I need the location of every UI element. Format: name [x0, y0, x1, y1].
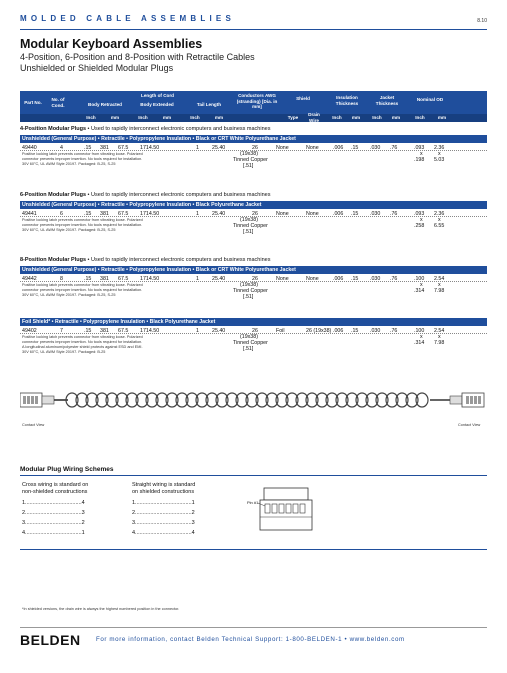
- col-shield: Shield: [296, 96, 310, 101]
- cell-br-mm: 381: [100, 145, 109, 151]
- contact-view-label-right: Contact View: [458, 423, 481, 427]
- cell-od-in-2: .258: [414, 223, 425, 229]
- cell-od-in-1: .093: [414, 145, 425, 151]
- cell-tl-in: 1: [196, 145, 199, 151]
- cell-diameter: [.51]: [243, 346, 254, 352]
- cell-od-mm-1: 2.36: [434, 145, 445, 151]
- product-note: connector prevents improper insertion. No tools required for installation.: [22, 288, 143, 292]
- cell-jk-mm: .76: [390, 328, 398, 334]
- cell-type: None: [276, 145, 289, 151]
- col-tail-length: Tail Length: [196, 102, 222, 107]
- cell-conductor: Tinned Copper: [233, 340, 268, 346]
- unit-mm: mm: [162, 115, 172, 120]
- cross-line: 2.....................................3: [22, 510, 85, 516]
- cell-awg: 26: [252, 145, 258, 151]
- modular-plug-diagram-icon: [258, 486, 316, 534]
- cell-jk-in: .030: [370, 211, 381, 217]
- cell-be-in: 67.5: [118, 145, 129, 151]
- cell-conductor: Tinned Copper: [233, 223, 268, 229]
- cell-drain: None: [306, 145, 319, 151]
- cross-wiring-note-2: non-shielded constructions: [22, 489, 88, 495]
- cell-od-mm-2: 7.98: [434, 340, 445, 346]
- cell-be-in: 67.5: [118, 328, 129, 334]
- construction-bar: Unshielded (General Purpose) • Retractile • Polypropylene Insulation • Black Polyurethane Jacket: [20, 201, 487, 209]
- cell-drain: None: [306, 276, 319, 282]
- cell-conductor: Tinned Copper: [233, 157, 268, 163]
- cell-be-mm: 1714.50: [140, 328, 160, 334]
- cell-od-x: x: [438, 217, 441, 223]
- cell-ins-mm: .15: [351, 328, 359, 334]
- product-note: connector prevents improper insertion. No tools required for installation.: [22, 223, 143, 227]
- cell-br-mm: 381: [100, 328, 109, 334]
- col-jacket-thickness: Jacket Thickness: [375, 95, 399, 106]
- section-heading-text: • Used to rapidly interconnect electronic computers and business machines: [86, 192, 271, 198]
- col-length-of-cord: Length of Cord: [141, 93, 174, 98]
- product-note: connector prevents improper insertion. No tools required for installation.: [22, 340, 143, 344]
- cell-od-mm-1: 2.36: [434, 211, 445, 217]
- cell-part: 49441: [22, 211, 37, 217]
- product-note: connector prevents improper insertion. No tools required for installation.: [22, 157, 143, 161]
- cell-br-in: .15: [84, 145, 92, 151]
- cell-jk-mm: .76: [390, 211, 398, 217]
- unit-inch: Inch: [138, 115, 148, 120]
- construction-bar: Unshielded (General Purpose) • Retractile • Polypropylene Insulation • Black or CRT White Polyurethane Jacket: [20, 266, 487, 274]
- cell-ins-in: .006: [333, 276, 344, 282]
- product-note: 30V 60°C, UL AWM Style 20197. Packaged: B-25: [22, 350, 106, 354]
- cell-stranding: (19x38): [240, 217, 258, 223]
- page-subtitle-2: Unshielded or Shielded Modular Plugs: [20, 63, 174, 73]
- cell-cond: 4: [60, 145, 63, 151]
- cross-line: 1.....................................4: [22, 500, 85, 506]
- header-rule: [20, 29, 487, 30]
- straight-line: 1.....................................1: [132, 500, 195, 506]
- col-body-extended: Body Extended: [140, 102, 174, 107]
- cell-cond: 6: [60, 211, 63, 217]
- cell-ins-in: .006: [333, 328, 344, 334]
- page-number: 8.10: [477, 18, 487, 24]
- cell-diameter: [.51]: [243, 294, 254, 300]
- product-note: A longitudinal aluminum/polyester shield protects against ESD and EMI.: [22, 345, 143, 349]
- col-conductors: Conductors AWG (stranding) [Dia. in mm]: [236, 93, 278, 109]
- cell-od-in-2: .198: [414, 157, 425, 163]
- col-drain-wire: Drain Wire: [308, 112, 320, 123]
- cell-od-mm-2: 6.55: [434, 223, 445, 229]
- cell-ins-in: .006: [333, 211, 344, 217]
- cell-tl-mm: 25.40: [212, 328, 226, 334]
- cell-type: None: [276, 276, 289, 282]
- cell-ins-mm: .15: [351, 276, 359, 282]
- page-title: Modular Keyboard Assemblies: [20, 37, 203, 51]
- product-note: Positive locking latch prevents connector from vibrating loose. Polarized: [22, 218, 143, 222]
- unit-inch: Inch: [332, 115, 342, 120]
- cell-be-mm: 1714.50: [140, 276, 160, 282]
- product-note: Positive locking latch prevents connector from vibrating loose. Polarized: [22, 283, 143, 287]
- cell-diameter: [.51]: [243, 163, 254, 169]
- cell-be-in: 67.5: [118, 276, 129, 282]
- construction-bar: Foil Shield* • Retractile • Polypropylene Insulation • Black Polyurethane Jacket: [20, 318, 487, 326]
- cell-od-in-1: .093: [414, 211, 425, 217]
- section-heading: [20, 126, 270, 132]
- unit-inch: Inch: [86, 115, 96, 120]
- product-note: 30V 60°C, UL AWM Style 20197. Packaged: B-25, S-25: [22, 162, 116, 166]
- cell-od-mm-1: 2.54: [434, 328, 445, 334]
- contact-view-label-left: Contact View: [22, 423, 45, 427]
- row-divider: [20, 333, 487, 334]
- series-title: MOLDED CABLE ASSEMBLIES: [20, 14, 235, 23]
- cell-od-mm-2: 5.03: [434, 157, 445, 163]
- cell-jk-in: .030: [370, 328, 381, 334]
- cell-tl-in: 1: [196, 276, 199, 282]
- cell-tl-in: 1: [196, 211, 199, 217]
- cell-stranding: (19x38): [240, 282, 258, 288]
- row-divider: [20, 216, 487, 217]
- cell-be-in: 67.5: [118, 211, 129, 217]
- cell-od-x: x: [420, 282, 423, 288]
- product-note: Positive locking latch prevents connector from vibrating loose. Polarized: [22, 335, 143, 339]
- cell-ins-mm: .15: [351, 145, 359, 151]
- cell-od-x: x: [420, 217, 423, 223]
- cell-part: 49442: [22, 276, 37, 282]
- cell-tl-mm: 25.40: [212, 145, 226, 151]
- product-note: 30V 60°C, UL AWM Style 20197. Packaged: B-25, S-25: [22, 228, 116, 232]
- row-divider: [20, 281, 487, 282]
- cell-od-in-1: .100: [414, 328, 425, 334]
- unit-mm: mm: [351, 115, 361, 120]
- col-part-no: Part No.: [24, 100, 42, 105]
- straight-line: 4.....................................4: [132, 530, 195, 536]
- cell-ins-in: .006: [333, 145, 344, 151]
- cell-br-mm: 381: [100, 276, 109, 282]
- cross-line: 3.....................................2: [22, 520, 85, 526]
- cell-conductor: Tinned Copper: [233, 288, 268, 294]
- construction-bar: Unshielded (General Purpose) • Retractile • Polypropylene Insulation • Black or CRT White Polyurethane Jacket: [20, 135, 487, 143]
- cell-drain: None: [306, 211, 319, 217]
- section-heading: [20, 257, 270, 263]
- cell-type: None: [276, 211, 289, 217]
- cell-od-x: x: [420, 334, 423, 340]
- cell-od-x: x: [438, 282, 441, 288]
- cell-od-x: x: [420, 151, 423, 157]
- page-subtitle: 4-Position, 6-Position and 8-Position with Retractile Cables: [20, 52, 255, 62]
- cell-od-in-1: .100: [414, 276, 425, 282]
- cross-wiring-note: Cross wiring is standard on: [22, 482, 89, 488]
- straight-wiring-note: Straight wiring is standard: [132, 482, 196, 488]
- unit-mm: mm: [110, 115, 120, 120]
- footnote: *In shielded versions, the drain wire is always the highest numbered position in the connector.: [22, 607, 180, 611]
- cell-od-x: x: [438, 151, 441, 157]
- cell-cond: 7: [60, 328, 63, 334]
- product-note: Positive locking latch prevents connector from vibrating loose. Polarized: [22, 152, 143, 156]
- cell-jk-mm: .76: [390, 145, 398, 151]
- cell-tl-mm: 25.40: [212, 211, 226, 217]
- cell-stranding: (19x38): [240, 151, 258, 157]
- wiring-title: Modular Plug Wiring Schemes: [20, 466, 114, 473]
- section-heading-bold: 8-Position Modular Plugs: [20, 257, 87, 263]
- cell-jk-in: .030: [370, 145, 381, 151]
- col-insulation-thickness: Insulation Thickness: [335, 95, 359, 106]
- col-body-retracted: Body Retracted: [88, 102, 122, 107]
- unit-mm: mm: [391, 115, 401, 120]
- cell-od-mm-2: 7.98: [434, 288, 445, 294]
- cell-tl-mm: 25.40: [212, 276, 226, 282]
- cell-awg: 26: [252, 211, 258, 217]
- section-heading-bold: 6-Position Modular Plugs: [20, 192, 87, 198]
- section-heading-bold: 4-Position Modular Plugs: [20, 126, 87, 132]
- straight-line: 2.....................................2: [132, 510, 195, 516]
- cell-awg: 26: [252, 276, 258, 282]
- cell-part: 49440: [22, 145, 37, 151]
- cell-od-mm-1: 2.54: [434, 276, 445, 282]
- straight-line: 3.....................................3: [132, 520, 195, 526]
- cell-br-in: .15: [84, 211, 92, 217]
- cell-drain: 26 (19x38): [306, 328, 332, 334]
- left-plug-icon: [20, 393, 54, 407]
- cell-od-in-2: .314: [414, 288, 425, 294]
- section-heading-text: • Used to rapidly interconnect electronic computers and business machines: [86, 257, 271, 263]
- cell-od-x: x: [438, 334, 441, 340]
- page-header: [0, 8, 507, 29]
- unit-inch: Inch: [372, 115, 382, 120]
- cell-stranding: (19x38): [240, 334, 258, 340]
- cell-jk-mm: .76: [390, 276, 398, 282]
- wiring-rule: [20, 475, 487, 476]
- cell-br-in: .15: [84, 328, 92, 334]
- cell-be-mm: 1714.50: [140, 145, 160, 151]
- cell-awg: 26: [252, 328, 258, 334]
- unit-mm: mm: [214, 115, 224, 120]
- section-heading-text: • Used to rapidly interconnect electronic computers and business machines: [86, 126, 271, 132]
- unit-inch: Inch: [190, 115, 200, 120]
- cross-line: 4.....................................1: [22, 530, 85, 536]
- col-type: Type: [287, 115, 299, 120]
- wiring-bottom-rule: [20, 549, 487, 550]
- cell-be-mm: 1714.50: [140, 211, 160, 217]
- footer-rule: [20, 627, 487, 628]
- retractile-cable-illustration: [20, 383, 487, 419]
- footer-contact: For more information, contact Belden Technical Support: 1-800-BELDEN-1 • www.belden.com: [96, 636, 405, 643]
- cell-br-mm: 381: [100, 211, 109, 217]
- col-no-of-cond: No. of Cond.: [51, 97, 65, 108]
- cell-tl-in: 1: [196, 328, 199, 334]
- straight-wiring-note-2: on shielded constructions: [132, 489, 195, 495]
- cell-ins-mm: .15: [351, 211, 359, 217]
- cell-od-in-2: .314: [414, 340, 425, 346]
- cell-diameter: [.51]: [243, 229, 254, 235]
- cell-jk-in: .030: [370, 276, 381, 282]
- unit-inch: Inch: [415, 115, 425, 120]
- cell-br-in: .15: [84, 276, 92, 282]
- pin-1-label: Pin #1: [247, 500, 259, 505]
- cell-type: Foil: [276, 328, 285, 334]
- coiled-cord-icon: [66, 393, 428, 407]
- right-plug-icon: [450, 393, 484, 407]
- cell-part: 49402: [22, 328, 37, 334]
- row-divider: [20, 150, 487, 151]
- col-nominal-od: Nominal OD: [416, 97, 444, 102]
- unit-mm: mm: [437, 115, 447, 120]
- cell-cond: 8: [60, 276, 63, 282]
- section-heading: [20, 192, 270, 198]
- product-note: 30V 60°C, UL AWM Style 20197. Packaged: B-25, S-25: [22, 293, 116, 297]
- belden-logo: BELDEN: [20, 632, 81, 648]
